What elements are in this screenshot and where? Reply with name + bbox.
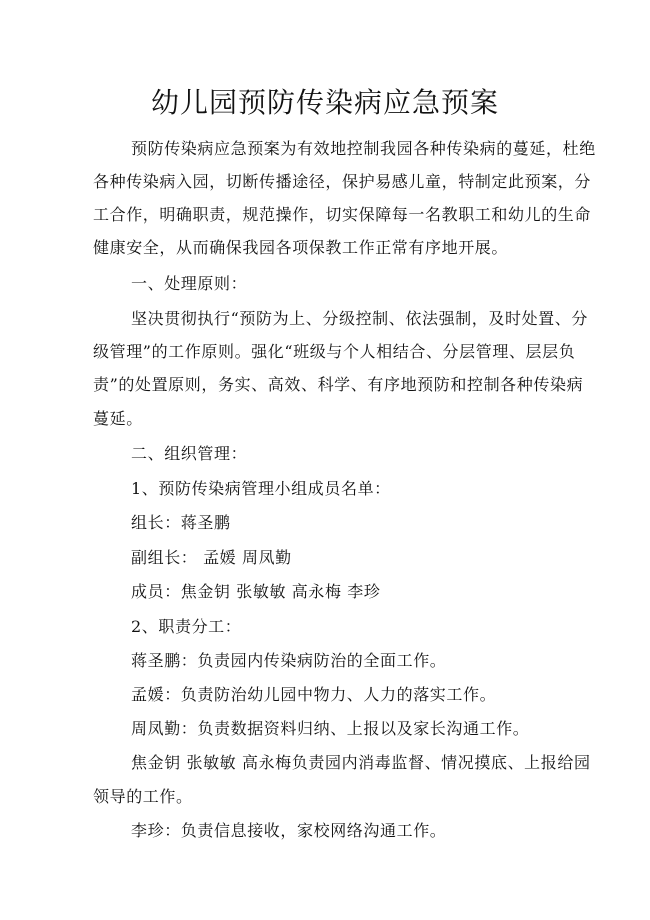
intro-paragraph-line-4: 健康安全，从而确保我园各项保教工作正常有序地开展。 <box>93 238 509 257</box>
intro-paragraph-line-3: 工合作，明确职责，规范操作，切实保障每一名教职工和幼儿的生命 <box>93 205 592 224</box>
section-heading-principles: 一、处理原则： <box>131 274 248 293</box>
responsibility-meng: 孟媛：负责防治幼儿园中物力、人力的落实工作。 <box>131 685 497 704</box>
subheading-responsibilities: 2、职责分工： <box>131 617 242 636</box>
member-leader: 组长：蒋圣鹏 <box>131 513 231 532</box>
intro-paragraph-line-1: 预防传染病应急预案为有效地控制我园各种传染病的蔓延，杜绝 <box>131 139 596 158</box>
member-deputy-leaders: 副组长： 孟媛 周凤勤 <box>131 548 292 567</box>
responsibility-zhou: 周凤勤：负责数据资料归纳、上报以及家长沟通工作。 <box>131 719 530 738</box>
responsibility-group-line-1: 焦金钥 张敏敏 高永梅负责园内消毒监督、情况摸底、上报给园 <box>131 753 591 772</box>
principles-paragraph-line-1: 坚决贯彻执行“预防为上、分级控制、依法强制，及时处置、分 <box>131 309 588 328</box>
responsibility-li: 李珍：负责信息接收，家校网络沟通工作。 <box>131 821 447 840</box>
member-members: 成员：焦金钥 张敏敏 高永梅 李珍 <box>131 582 381 601</box>
intro-paragraph-line-2: 各种传染病入园，切断传播途径，保护易感儿童，特制定此预案，分 <box>93 172 592 191</box>
responsibility-group-line-2: 领导的工作。 <box>93 787 193 806</box>
principles-paragraph-line-2: 级管理”的工作原则。强化“班级与个人相结合、分层管理、层层负 <box>93 342 576 361</box>
principles-paragraph-line-4: 蔓延。 <box>93 409 143 428</box>
subheading-member-list: 1、预防传染病管理小组成员名单： <box>131 479 391 498</box>
section-heading-organization: 二、组织管理： <box>131 444 248 463</box>
responsibility-jiang: 蒋圣鹏：负责园内传染病防治的全面工作。 <box>131 651 447 670</box>
document-title: 幼儿园预防传染病应急预案 <box>150 86 499 119</box>
principles-paragraph-line-3: 责”的处置原则，务实、高效、科学、有序地预防和控制各种传染病 <box>93 375 584 394</box>
